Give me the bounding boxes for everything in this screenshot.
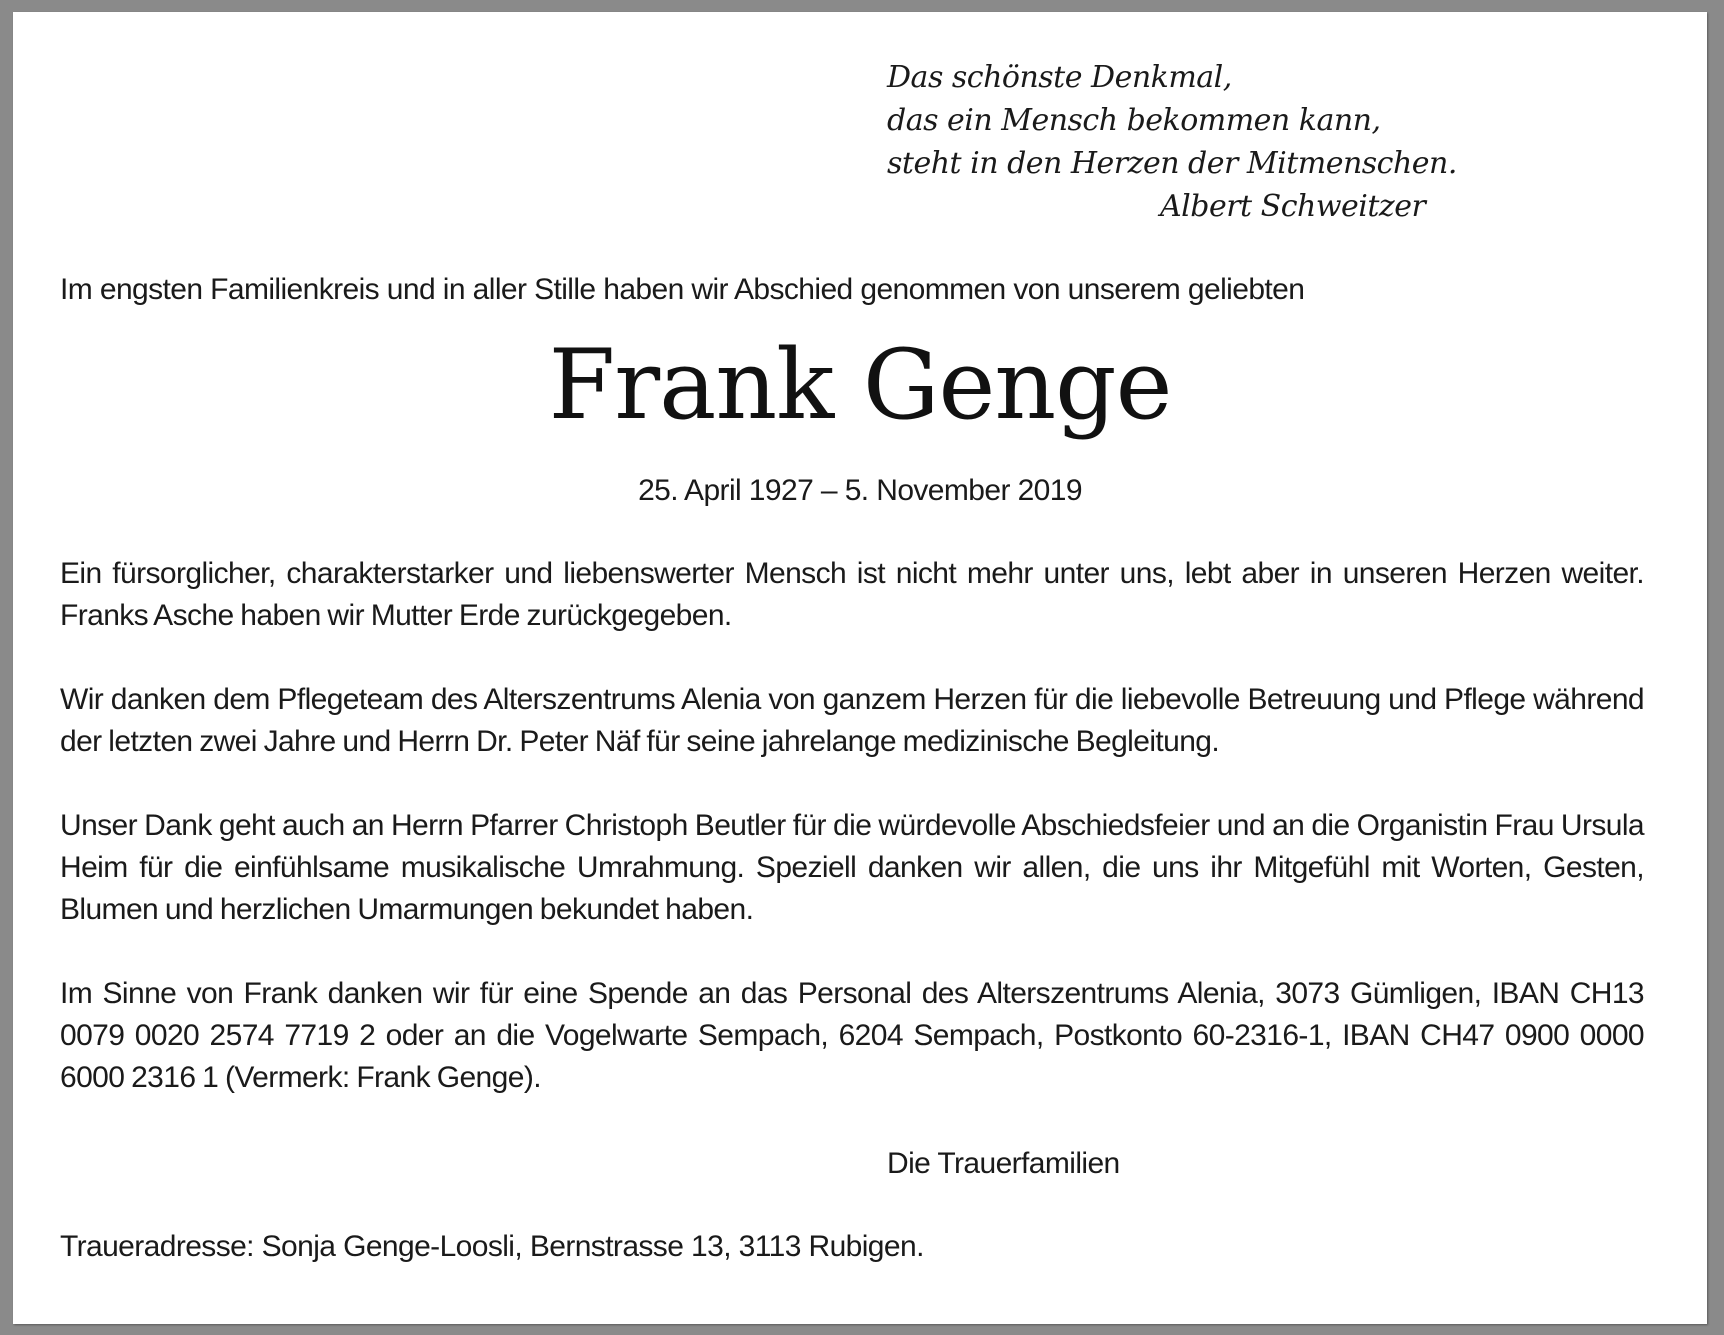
intro-text: Im engsten Familienkreis und in aller Stille haben wir Abschied genommen von unserem geliebten: [60, 273, 1305, 306]
paragraph-donations: Im Sinne von Frank danken wir für eine Spende an das Personal des Alterszentrums Alenia, 3073 Gümligen, IBAN CH13 0079 0020 2574 7719 2 oder an die Vogelwarte Sempach, 6204 Sempach, Postkonto 60-2316-1, IBAN CH47 0900 0000 6000 2316 1 (Vermerk: Frank Genge).: [60, 977, 1644, 1094]
paragraph-tribute: Ein fürsorglicher, charakterstarker und liebenswerter Mensch ist nicht mehr unter uns, lebt aber in unseren Herzen weiter. Franks Asche haben wir Mutter Erde zurückgegeben.: [60, 557, 1644, 632]
obituary-page: [13, 12, 1707, 1324]
quote-line: Das schönste Denkmal,: [887, 60, 1232, 95]
mourning-address: Traueradresse: Sonja Genge-Loosli, Bernstrasse 13, 3113 Rubigen.: [60, 1230, 924, 1263]
paragraph-thanks-care: Wir danken dem Pflegeteam des Alterszentrums Alenia von ganzem Herzen für die liebevolle Betreuung und Pflege während der letzten zwei Jahre und Herrn Dr. Peter Näf für seine jahrelange medizinische Begleitung.: [60, 683, 1644, 758]
epigraph-quote: [887, 56, 1457, 228]
paragraph-thanks-ceremony: Unser Dank geht auch an Herrn Pfarrer Christoph Beutler für die würdevolle Abschiedsfeier und an die Organistin Frau Ursula Heim für die einfühlsame musikalische Umrahmung. Speziell danken wir allen, die uns ihr Mitgefühl mit Worten, Gesten, Blumen und herzlichen Umarmungen bekundet haben.: [60, 809, 1644, 926]
quote-author: Albert Schweitzer: [1160, 189, 1426, 224]
life-dates: 25. April 1927 – 5. November 2019: [638, 474, 1082, 507]
deceased-name: Frank Genge: [548, 329, 1172, 441]
quote-line: steht in den Herzen der Mitmenschen.: [887, 146, 1457, 181]
signature: Die Trauerfamilien: [887, 1147, 1120, 1180]
quote-line: das ein Mensch bekommen kann,: [887, 103, 1381, 138]
